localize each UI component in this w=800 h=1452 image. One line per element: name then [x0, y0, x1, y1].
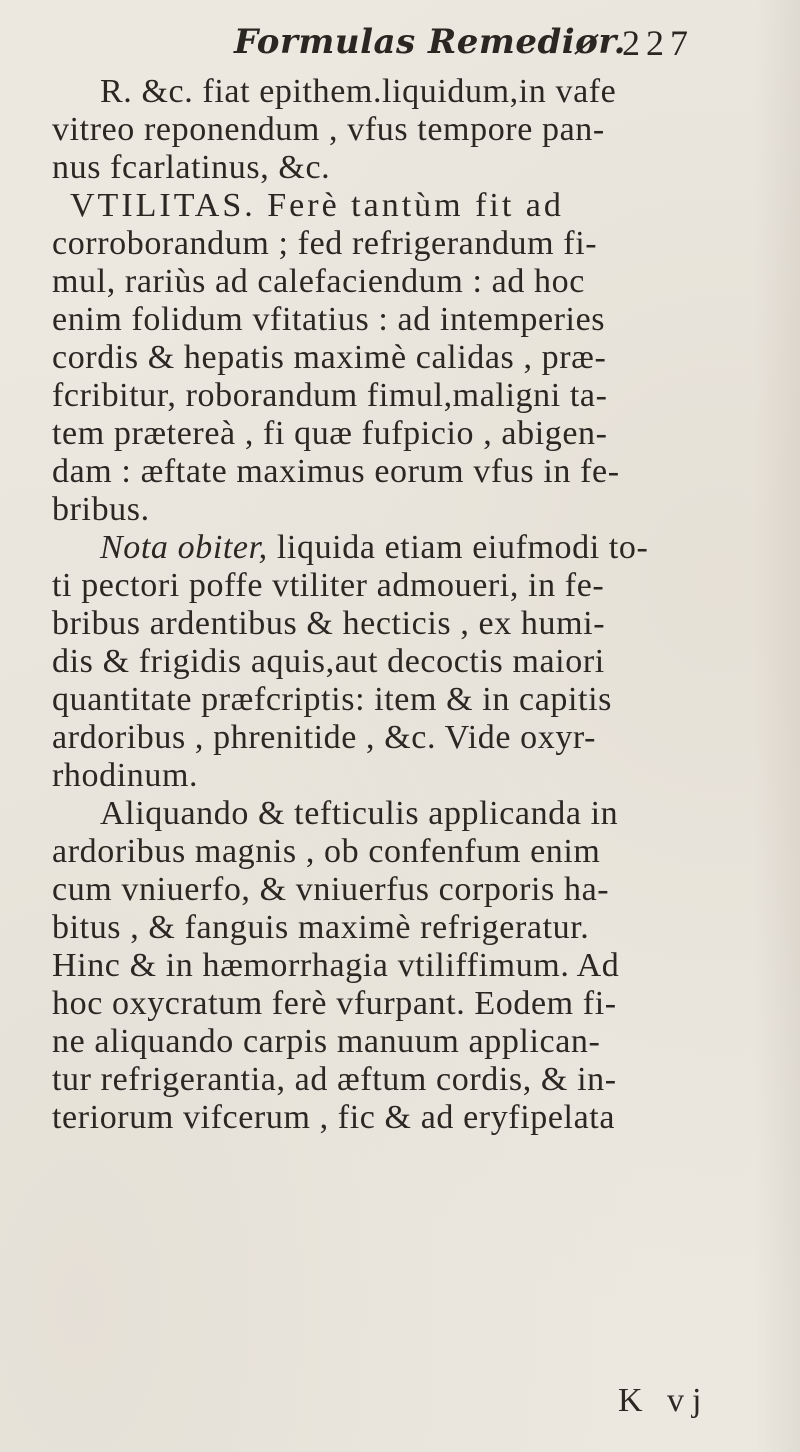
text-line-22: cum vniuerfo, & vniuerfus corporis ha-: [52, 871, 610, 908]
text-line-7: enim folidum vfitatius : ad intemperies: [52, 301, 606, 338]
text-line-21: ardoribus magnis , ob confenfum enim: [52, 833, 601, 870]
text-line-24: Hinc & in hæmorrhagia vtiliffimum. Ad: [52, 947, 620, 984]
text-line-8: cordis & hepatis maximè calidas , præ-: [52, 339, 607, 376]
text-line-28: teriorum vifcerum , fic & ad eryfipelata: [52, 1099, 616, 1136]
text-line-19: rhodinum.: [52, 757, 199, 794]
text-line-25: hoc oxycratum ferè vfurpant. Eodem fi-: [52, 985, 617, 1022]
text-line-26: ne aliquando carpis manuum applican-: [52, 1023, 601, 1060]
page-number: 227: [622, 23, 694, 63]
text-line-20: Aliquando & tefticulis applicanda in: [100, 795, 619, 832]
text-line-3: nus fcarlatinus, &c.: [52, 149, 331, 186]
text-line-18: ardoribus , phrenitide , &c. Vide oxyr-: [52, 719, 597, 756]
text-line-6: mul, rariùs ad calefaciendum : ad hoc: [52, 263, 585, 300]
text-line-13-rest: liquida etiam eiufmodi to-: [267, 529, 649, 566]
text-line-17: quantitate præfcriptis: item & in capitis: [52, 681, 612, 718]
text-line-27: tur refrigerantia, ad æftum cordis, & in-: [52, 1061, 617, 1098]
nota-obiter-label: Nota obiter,: [100, 529, 268, 566]
text-line-9: fcribitur, roborandum fimul,maligni ta-: [52, 377, 608, 414]
text-line-13: [100, 530, 648, 566]
text-line-14: ti pectori poffe vtiliter admoueri, in fe-: [52, 567, 605, 604]
text-line-16: dis & frigidis aquis,aut decoctis maiori: [52, 643, 605, 680]
text-line-2: vitreo reponendum , vfus tempore pan-: [52, 111, 605, 148]
text-line-12: bribus.: [52, 491, 150, 528]
catchword-signature: K vj: [618, 1382, 710, 1419]
text-line-5: corroborandum ; fed refrigerandum fi-: [52, 225, 598, 262]
text-line-10: tem prætereà , fi quæ fufpicio , abigen-: [52, 415, 608, 452]
text-line-23: bitus , & fanguis maximè refrigeratur.: [52, 909, 590, 946]
page-fold-shadow: [754, 0, 800, 1452]
text-line-4: VTILITAS. Ferè tantùm fit ad: [70, 187, 564, 224]
page-header: [0, 22, 800, 78]
running-title: Formulas Remediør.: [234, 22, 626, 62]
text-line-15: bribus ardentibus & hecticis , ex humi-: [52, 605, 606, 642]
text-line-1: R. &c. fiat epithem.liquidum,in vafe: [100, 73, 617, 110]
text-line-11: dam : æftate maximus eorum vfus in fe-: [52, 453, 620, 490]
